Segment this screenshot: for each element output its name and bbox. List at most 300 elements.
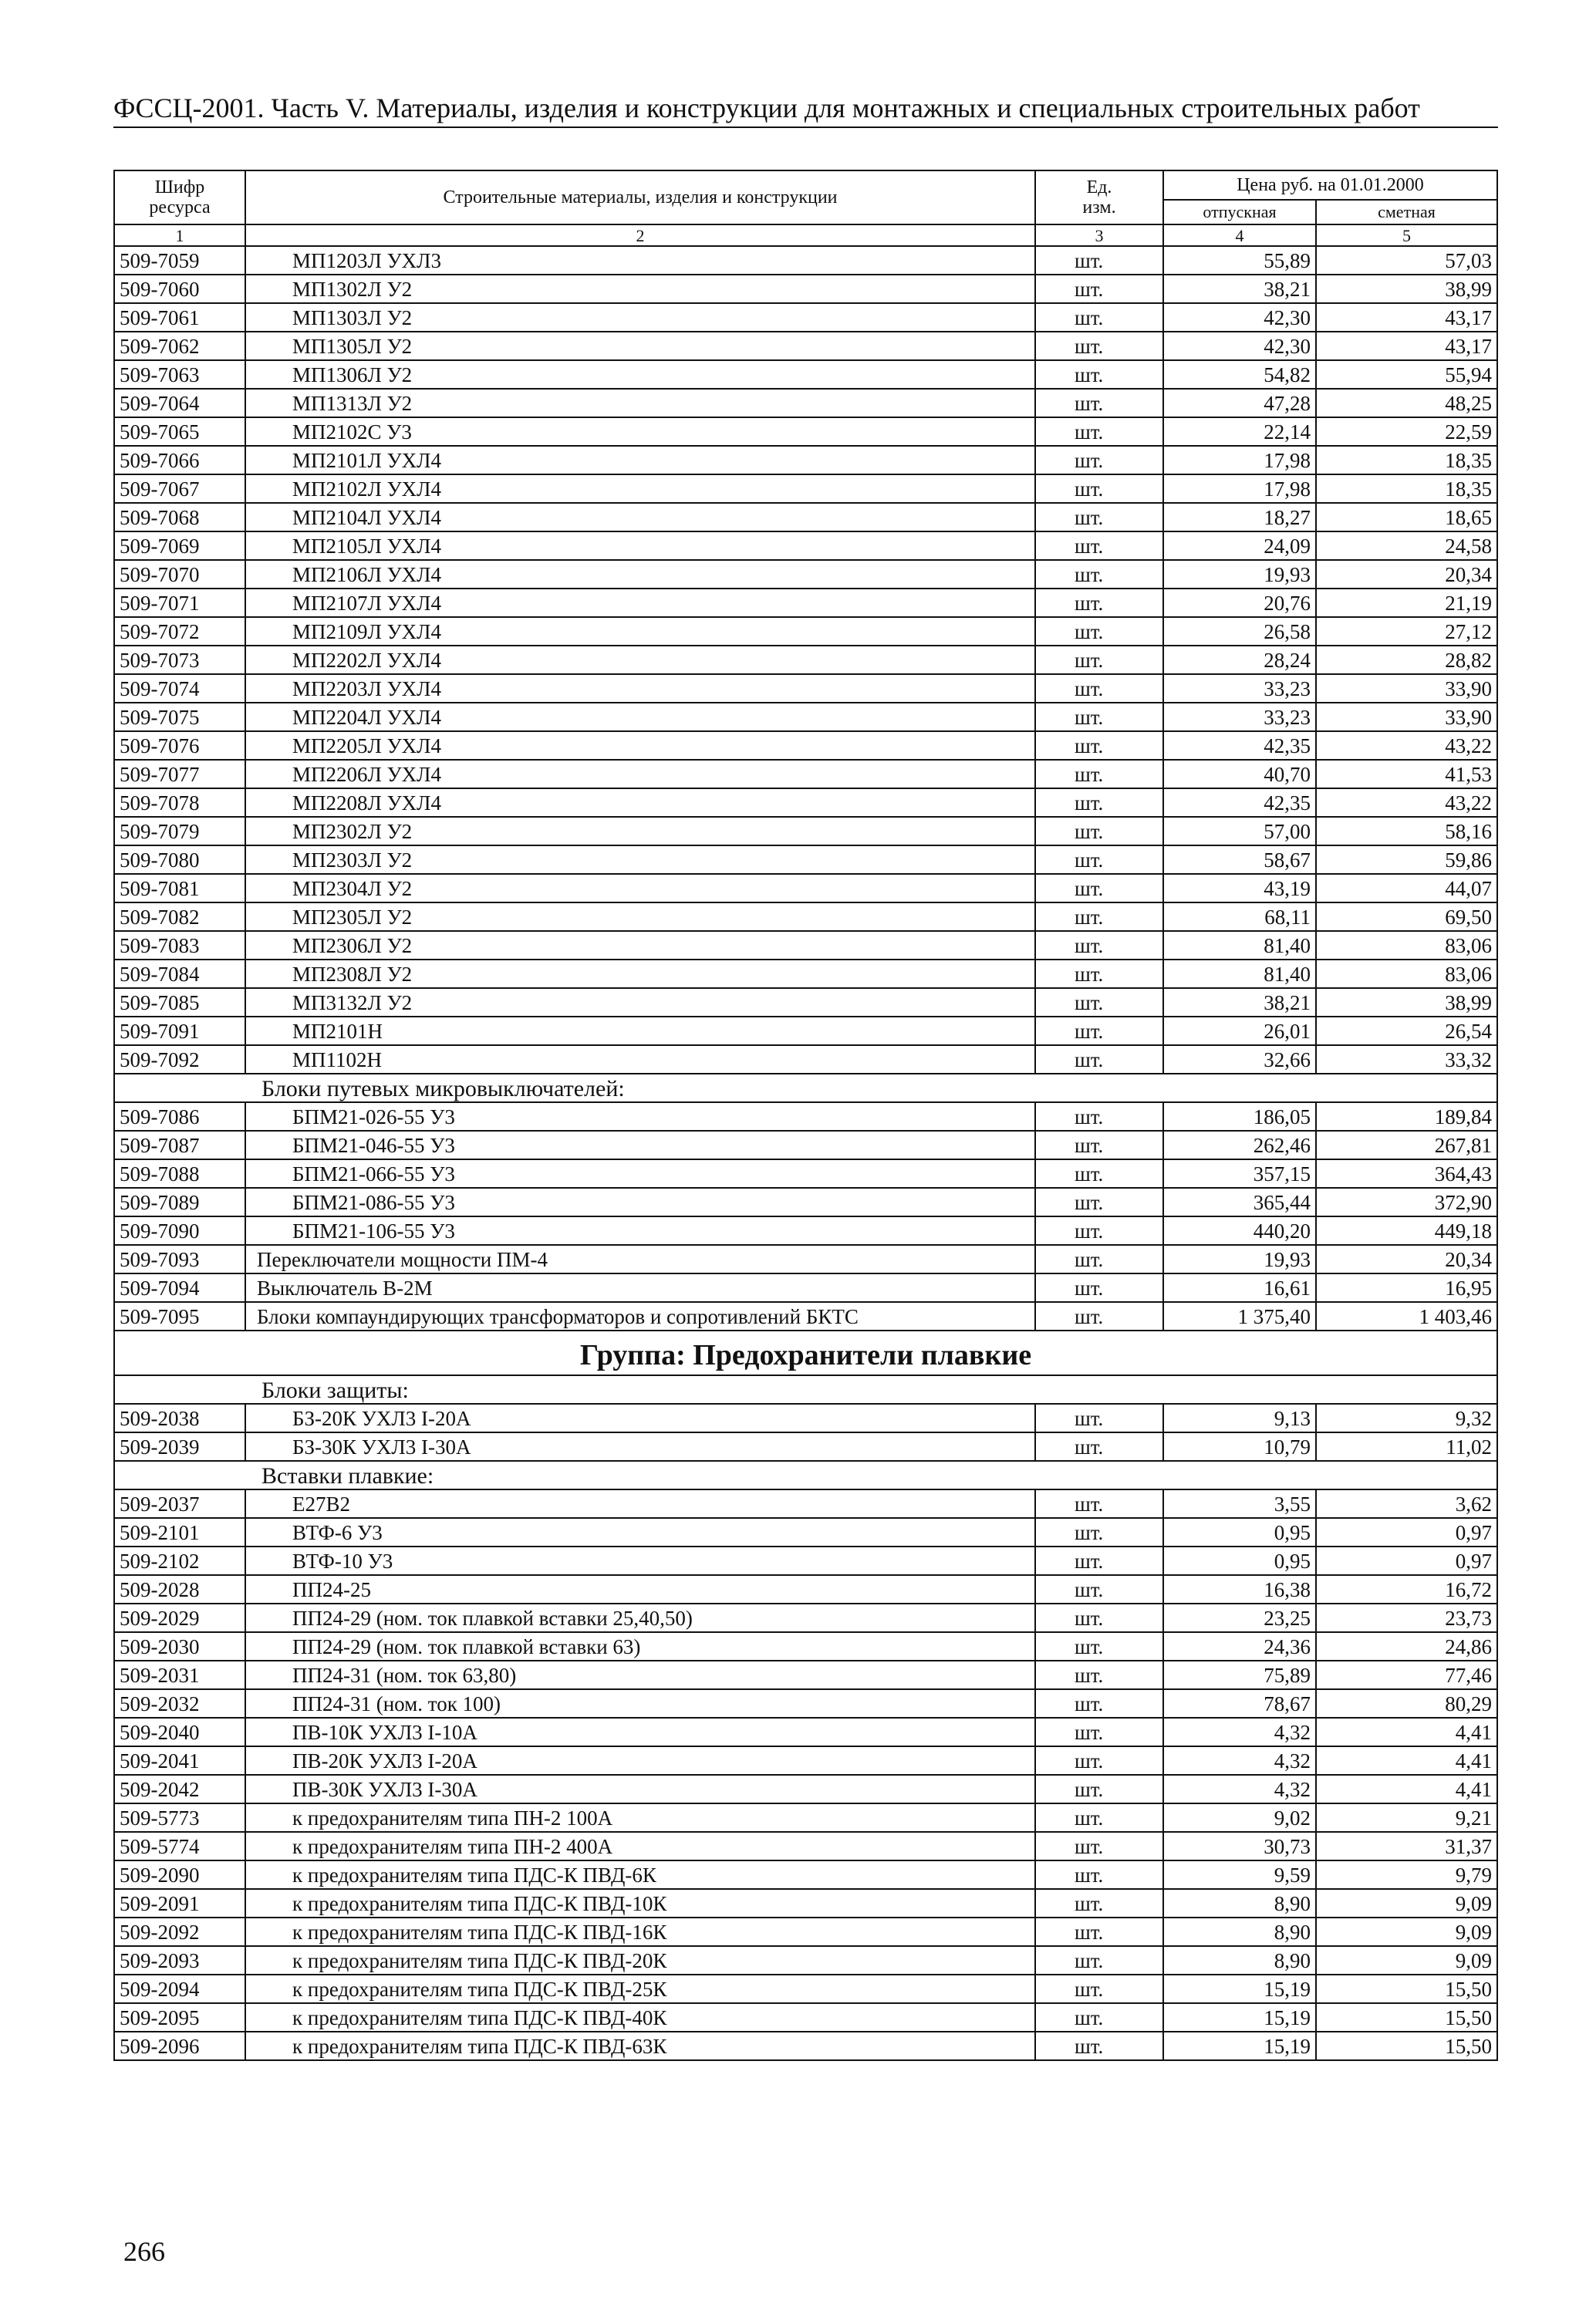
release-price-cell: 38,21 (1163, 275, 1316, 303)
release-price-cell: 19,93 (1163, 560, 1316, 589)
resource-code-cell: 509-7077 (114, 760, 245, 788)
release-price-cell: 0,95 (1163, 1518, 1316, 1547)
release-price-cell: 57,00 (1163, 817, 1316, 845)
estimate-price-cell: 22,59 (1316, 417, 1497, 446)
table-row (114, 874, 1497, 902)
price-table (113, 170, 1498, 2061)
resource-code-cell: 509-7080 (114, 845, 245, 874)
estimate-price-cell: 0,97 (1316, 1518, 1497, 1547)
unit-cell: шт. (1035, 1017, 1163, 1045)
table-row (114, 1045, 1497, 1074)
estimate-price-cell: 24,58 (1316, 531, 1497, 560)
unit-cell: шт. (1035, 1946, 1163, 1975)
release-price-cell: 18,27 (1163, 503, 1316, 531)
table-row (114, 1832, 1497, 1860)
release-price-cell: 4,32 (1163, 1718, 1316, 1746)
resource-code-cell: 509-7072 (114, 617, 245, 646)
release-price-cell: 28,24 (1163, 646, 1316, 674)
table-row (114, 360, 1497, 389)
table-row (114, 2003, 1497, 2032)
unit-cell: шт. (1035, 275, 1163, 303)
estimate-price-cell: 21,19 (1316, 589, 1497, 617)
resource-code-cell: 509-7065 (114, 417, 245, 446)
resource-code-cell: 509-7060 (114, 275, 245, 303)
resource-code-cell: 509-2092 (114, 1918, 245, 1946)
table-row (114, 1216, 1497, 1245)
unit-cell: шт. (1035, 1547, 1163, 1575)
resource-code-cell: 509-5774 (114, 1832, 245, 1860)
resource-code-cell: 509-7064 (114, 389, 245, 417)
unit-cell: шт. (1035, 988, 1163, 1017)
resource-code-cell: 509-2102 (114, 1547, 245, 1575)
unit-cell: шт. (1035, 817, 1163, 845)
resource-code-cell: 509-2101 (114, 1518, 245, 1547)
estimate-price-cell: 4,41 (1316, 1746, 1497, 1775)
unit-cell: шт. (1035, 1775, 1163, 1803)
material-name-cell: БПМ21-026-55 У3 (245, 1102, 1035, 1131)
table-row (114, 902, 1497, 931)
resource-code-cell: 509-7084 (114, 960, 245, 988)
estimate-price-cell: 9,32 (1316, 1404, 1497, 1432)
section-header-row (114, 1074, 1497, 1102)
unit-cell: шт. (1035, 731, 1163, 760)
release-price-cell: 17,98 (1163, 446, 1316, 474)
table-row (114, 817, 1497, 845)
table-row (114, 1746, 1497, 1775)
release-price-cell: 43,19 (1163, 874, 1316, 902)
estimate-price-cell: 43,22 (1316, 731, 1497, 760)
resource-code-cell: 509-2095 (114, 2003, 245, 2032)
resource-code-cell: 509-2032 (114, 1689, 245, 1718)
resource-code-cell: 509-7091 (114, 1017, 245, 1045)
resource-code-cell: 509-7063 (114, 360, 245, 389)
section-header-row (114, 1375, 1497, 1404)
unit-cell: шт. (1035, 2032, 1163, 2060)
estimate-price-cell: 83,06 (1316, 931, 1497, 960)
material-name-cell: БПМ21-066-55 У3 (245, 1159, 1035, 1188)
resource-code-cell: 509-7066 (114, 446, 245, 474)
material-name-cell: МП2102Л УХЛ4 (245, 474, 1035, 503)
estimate-price-cell: 11,02 (1316, 1432, 1497, 1461)
resource-code-cell: 509-7075 (114, 703, 245, 731)
column-header-price: Цена руб. на 01.01.2000 (1163, 170, 1497, 200)
unit-cell: шт. (1035, 474, 1163, 503)
unit-cell: шт. (1035, 960, 1163, 988)
resource-code-cell: 509-7061 (114, 303, 245, 332)
unit-cell: шт. (1035, 845, 1163, 874)
estimate-price-cell: 77,46 (1316, 1661, 1497, 1689)
estimate-price-cell: 0,97 (1316, 1547, 1497, 1575)
release-price-cell: 24,09 (1163, 531, 1316, 560)
estimate-price-cell: 83,06 (1316, 960, 1497, 988)
table-row (114, 931, 1497, 960)
estimate-price-cell: 20,34 (1316, 560, 1497, 589)
material-name-cell: БЗ-20К УХЛ3 I-20А (245, 1404, 1035, 1432)
release-price-cell: 16,61 (1163, 1273, 1316, 1302)
material-name-cell: МП2102С У3 (245, 417, 1035, 446)
release-price-cell: 4,32 (1163, 1746, 1316, 1775)
table-row (114, 760, 1497, 788)
unit-cell: шт. (1035, 1632, 1163, 1661)
page-number: 266 (123, 2236, 165, 2267)
estimate-price-cell: 58,16 (1316, 817, 1497, 845)
estimate-price-cell: 4,41 (1316, 1718, 1497, 1746)
column-number: 4 (1163, 224, 1316, 246)
unit-cell: шт. (1035, 1746, 1163, 1775)
estimate-price-cell: 57,03 (1316, 246, 1497, 275)
section-title: Блоки путевых микровыключателей: (114, 1074, 1497, 1102)
release-price-cell: 9,02 (1163, 1803, 1316, 1832)
material-name-cell: ПП24-31 (ном. ток 63,80) (245, 1661, 1035, 1689)
release-price-cell: 19,93 (1163, 1245, 1316, 1273)
estimate-price-cell: 9,21 (1316, 1803, 1497, 1832)
unit-cell: шт. (1035, 1273, 1163, 1302)
unit-cell: шт. (1035, 1245, 1163, 1273)
estimate-price-cell: 33,32 (1316, 1045, 1497, 1074)
release-price-cell: 3,55 (1163, 1489, 1316, 1518)
unit-cell: шт. (1035, 1718, 1163, 1746)
page-header-title: ФССЦ-2001. Часть V. Материалы, изделия и конструкции для монтажных и специальных строительных работ (113, 91, 1498, 128)
resource-code-cell: 509-7090 (114, 1216, 245, 1245)
estimate-price-cell: 31,37 (1316, 1832, 1497, 1860)
material-name-cell: МП2101Л УХЛ4 (245, 446, 1035, 474)
resource-code-cell: 509-7083 (114, 931, 245, 960)
unit-cell: шт. (1035, 246, 1163, 275)
unit-cell: шт. (1035, 1489, 1163, 1518)
material-name-cell: Переключатели мощности ПМ-4 (245, 1245, 1035, 1273)
table-row (114, 1159, 1497, 1188)
material-name-cell: МП2305Л У2 (245, 902, 1035, 931)
material-name-cell: МП2206Л УХЛ4 (245, 760, 1035, 788)
resource-code-cell: 509-7085 (114, 988, 245, 1017)
release-price-cell: 262,46 (1163, 1131, 1316, 1159)
release-price-cell: 55,89 (1163, 246, 1316, 275)
resource-code-cell: 509-7087 (114, 1131, 245, 1159)
release-price-cell: 15,19 (1163, 1975, 1316, 2003)
section-title: Вставки плавкие: (114, 1461, 1497, 1489)
unit-cell: шт. (1035, 1404, 1163, 1432)
estimate-price-cell: 15,50 (1316, 2003, 1497, 2032)
unit-cell: шт. (1035, 1518, 1163, 1547)
release-price-cell: 17,98 (1163, 474, 1316, 503)
resource-code-cell: 509-7086 (114, 1102, 245, 1131)
resource-code-cell: 509-7095 (114, 1302, 245, 1331)
release-price-cell: 58,67 (1163, 845, 1316, 874)
material-name-cell: МП2104Л УХЛ4 (245, 503, 1035, 531)
column-header-name: Строительные материалы, изделия и конструкции (245, 170, 1035, 224)
column-number: 3 (1035, 224, 1163, 246)
unit-cell: шт. (1035, 1575, 1163, 1604)
table-row (114, 1102, 1497, 1131)
release-price-cell: 4,32 (1163, 1775, 1316, 1803)
release-price-cell: 81,40 (1163, 960, 1316, 988)
unit-cell: шт. (1035, 360, 1163, 389)
estimate-price-cell: 15,50 (1316, 1975, 1497, 2003)
estimate-price-cell: 18,65 (1316, 503, 1497, 531)
material-name-cell: ПП24-31 (ном. ток 100) (245, 1689, 1035, 1718)
material-name-cell: к предохранителям типа ПДС-К ПВД-40К (245, 2003, 1035, 2032)
table-row (114, 731, 1497, 760)
unit-cell: шт. (1035, 646, 1163, 674)
release-price-cell: 16,38 (1163, 1575, 1316, 1604)
table-row (114, 1632, 1497, 1661)
unit-cell: шт. (1035, 1918, 1163, 1946)
unit-cell: шт. (1035, 531, 1163, 560)
release-price-cell: 8,90 (1163, 1946, 1316, 1975)
estimate-price-cell: 3,62 (1316, 1489, 1497, 1518)
resource-code-cell: 509-7059 (114, 246, 245, 275)
material-name-cell: БПМ21-046-55 У3 (245, 1131, 1035, 1159)
estimate-price-cell: 23,73 (1316, 1604, 1497, 1632)
table-row (114, 560, 1497, 589)
material-name-cell: БЗ-30К УХЛ3 I-30А (245, 1432, 1035, 1461)
material-name-cell: ВТФ-10 У3 (245, 1547, 1035, 1575)
material-name-cell: МП2204Л УХЛ4 (245, 703, 1035, 731)
table-body (114, 246, 1497, 2060)
material-name-cell: к предохранителям типа ПН-2 100А (245, 1803, 1035, 1832)
table-row (114, 1718, 1497, 1746)
unit-cell: шт. (1035, 1661, 1163, 1689)
table-row (114, 1575, 1497, 1604)
material-name-cell: МП1313Л У2 (245, 389, 1035, 417)
resource-code-cell: 509-7068 (114, 503, 245, 531)
material-name-cell: Выключатель В-2М (245, 1273, 1035, 1302)
estimate-price-cell: 16,95 (1316, 1273, 1497, 1302)
material-name-cell: к предохранителям типа ПДС-К ПВД-6К (245, 1860, 1035, 1889)
material-name-cell: МП1203Л УХЛ3 (245, 246, 1035, 275)
unit-cell: шт. (1035, 503, 1163, 531)
unit-cell: шт. (1035, 332, 1163, 360)
estimate-price-cell: 55,94 (1316, 360, 1497, 389)
release-price-cell: 186,05 (1163, 1102, 1316, 1131)
resource-code-cell: 509-2029 (114, 1604, 245, 1632)
unit-cell: шт. (1035, 303, 1163, 332)
resource-code-cell: 509-7081 (114, 874, 245, 902)
material-name-cell: МП2107Л УХЛ4 (245, 589, 1035, 617)
table-row (114, 646, 1497, 674)
column-header-code: Шифр ресурса (114, 170, 245, 224)
release-price-cell: 8,90 (1163, 1918, 1316, 1946)
table-row (114, 674, 1497, 703)
release-price-cell: 33,23 (1163, 703, 1316, 731)
release-price-cell: 42,30 (1163, 332, 1316, 360)
estimate-price-cell: 15,50 (1316, 2032, 1497, 2060)
estimate-price-cell: 38,99 (1316, 275, 1497, 303)
material-name-cell: МП2105Л УХЛ4 (245, 531, 1035, 560)
material-name-cell: ПВ-30К УХЛ3 I-30А (245, 1775, 1035, 1803)
column-number: 5 (1316, 224, 1497, 246)
table-row (114, 788, 1497, 817)
table-row (114, 988, 1497, 1017)
resource-code-cell: 509-7094 (114, 1273, 245, 1302)
table-row (114, 1518, 1497, 1547)
table-row (114, 1489, 1497, 1518)
table-row (114, 1604, 1497, 1632)
material-name-cell: МП2101Н (245, 1017, 1035, 1045)
group-title: Группа: Предохранители плавкие (114, 1331, 1497, 1375)
estimate-price-cell: 9,09 (1316, 1889, 1497, 1918)
estimate-price-cell: 16,72 (1316, 1575, 1497, 1604)
resource-code-cell: 509-2040 (114, 1718, 245, 1746)
unit-cell: шт. (1035, 1889, 1163, 1918)
resource-code-cell: 509-2093 (114, 1946, 245, 1975)
estimate-price-cell: 189,84 (1316, 1102, 1497, 1131)
resource-code-cell: 509-2041 (114, 1746, 245, 1775)
unit-cell: шт. (1035, 560, 1163, 589)
estimate-price-cell: 69,50 (1316, 902, 1497, 931)
unit-cell: шт. (1035, 1302, 1163, 1331)
table-row (114, 1188, 1497, 1216)
table-row (114, 1302, 1497, 1331)
resource-code-cell: 509-7088 (114, 1159, 245, 1188)
unit-cell: шт. (1035, 1432, 1163, 1461)
column-number-row (114, 224, 1497, 246)
unit-cell: шт. (1035, 703, 1163, 731)
resource-code-cell: 509-7082 (114, 902, 245, 931)
release-price-cell: 78,67 (1163, 1689, 1316, 1718)
estimate-price-cell: 18,35 (1316, 446, 1497, 474)
unit-cell: шт. (1035, 446, 1163, 474)
material-name-cell: ПП24-25 (245, 1575, 1035, 1604)
column-number: 2 (245, 224, 1035, 246)
release-price-cell: 42,35 (1163, 788, 1316, 817)
table-row (114, 503, 1497, 531)
unit-cell: шт. (1035, 1689, 1163, 1718)
resource-code-cell: 509-5773 (114, 1803, 245, 1832)
table-row (114, 589, 1497, 617)
material-name-cell: МП1306Л У2 (245, 360, 1035, 389)
material-name-cell: к предохранителям типа ПДС-К ПВД-20К (245, 1946, 1035, 1975)
material-name-cell: МП2208Л УХЛ4 (245, 788, 1035, 817)
estimate-price-cell: 372,90 (1316, 1188, 1497, 1216)
unit-cell: шт. (1035, 1188, 1163, 1216)
material-name-cell: МП2306Л У2 (245, 931, 1035, 960)
resource-code-cell: 509-7078 (114, 788, 245, 817)
material-name-cell: к предохранителям типа ПДС-К ПВД-63К (245, 2032, 1035, 2060)
table-row (114, 275, 1497, 303)
material-name-cell: МП1102Н (245, 1045, 1035, 1074)
material-name-cell: МП2205Л УХЛ4 (245, 731, 1035, 760)
release-price-cell: 68,11 (1163, 902, 1316, 931)
release-price-cell: 26,58 (1163, 617, 1316, 646)
unit-cell: шт. (1035, 902, 1163, 931)
release-price-cell: 1 375,40 (1163, 1302, 1316, 1331)
resource-code-cell: 509-2042 (114, 1775, 245, 1803)
resource-code-cell: 509-2090 (114, 1860, 245, 1889)
resource-code-cell: 509-2096 (114, 2032, 245, 2060)
unit-cell: шт. (1035, 788, 1163, 817)
resource-code-cell: 509-7093 (114, 1245, 245, 1273)
unit-cell: шт. (1035, 1604, 1163, 1632)
estimate-price-cell: 9,79 (1316, 1860, 1497, 1889)
estimate-price-cell: 33,90 (1316, 703, 1497, 731)
table-row (114, 960, 1497, 988)
estimate-price-cell: 41,53 (1316, 760, 1497, 788)
table-row (114, 1918, 1497, 1946)
table-row (114, 1889, 1497, 1918)
material-name-cell: МП2304Л У2 (245, 874, 1035, 902)
unit-cell: шт. (1035, 931, 1163, 960)
table-row (114, 845, 1497, 874)
unit-cell: шт. (1035, 2003, 1163, 2032)
table-row (114, 474, 1497, 503)
table-row (114, 1860, 1497, 1889)
table-row (114, 1946, 1497, 1975)
table-row (114, 1131, 1497, 1159)
release-price-cell: 42,30 (1163, 303, 1316, 332)
unit-cell: шт. (1035, 1159, 1163, 1188)
estimate-price-cell: 267,81 (1316, 1131, 1497, 1159)
table-row (114, 1689, 1497, 1718)
resource-code-cell: 509-7089 (114, 1188, 245, 1216)
release-price-cell: 42,35 (1163, 731, 1316, 760)
resource-code-cell: 509-2031 (114, 1661, 245, 1689)
release-price-cell: 0,95 (1163, 1547, 1316, 1575)
table-row (114, 1404, 1497, 1432)
release-price-cell: 10,79 (1163, 1432, 1316, 1461)
table-row (114, 246, 1497, 275)
release-price-cell: 30,73 (1163, 1832, 1316, 1860)
estimate-price-cell: 44,07 (1316, 874, 1497, 902)
unit-cell: шт. (1035, 417, 1163, 446)
table-row (114, 1017, 1497, 1045)
section-title: Блоки защиты: (114, 1375, 1497, 1404)
estimate-price-cell: 43,17 (1316, 303, 1497, 332)
release-price-cell: 15,19 (1163, 2003, 1316, 2032)
column-number: 1 (114, 224, 245, 246)
release-price-cell: 23,25 (1163, 1604, 1316, 1632)
unit-cell: шт. (1035, 1102, 1163, 1131)
estimate-price-cell: 33,90 (1316, 674, 1497, 703)
table-row (114, 703, 1497, 731)
material-name-cell: МП2303Л У2 (245, 845, 1035, 874)
material-name-cell: ПВ-10К УХЛ3 I-10А (245, 1718, 1035, 1746)
material-name-cell: МП2109Л УХЛ4 (245, 617, 1035, 646)
release-price-cell: 75,89 (1163, 1661, 1316, 1689)
table-row (114, 446, 1497, 474)
material-name-cell: БПМ21-106-55 У3 (245, 1216, 1035, 1245)
release-price-cell: 9,13 (1163, 1404, 1316, 1432)
resource-code-cell: 509-7070 (114, 560, 245, 589)
unit-cell: шт. (1035, 674, 1163, 703)
release-price-cell: 24,36 (1163, 1632, 1316, 1661)
material-name-cell: МП2202Л УХЛ4 (245, 646, 1035, 674)
release-price-cell: 22,14 (1163, 417, 1316, 446)
release-price-cell: 47,28 (1163, 389, 1316, 417)
resource-code-cell: 509-7067 (114, 474, 245, 503)
release-price-cell: 15,19 (1163, 2032, 1316, 2060)
resource-code-cell: 509-7076 (114, 731, 245, 760)
material-name-cell: БПМ21-086-55 У3 (245, 1188, 1035, 1216)
resource-code-cell: 509-7071 (114, 589, 245, 617)
estimate-price-cell: 9,09 (1316, 1946, 1497, 1975)
table-row (114, 1245, 1497, 1273)
unit-cell: шт. (1035, 760, 1163, 788)
resource-code-cell: 509-7092 (114, 1045, 245, 1074)
table-row (114, 617, 1497, 646)
resource-code-cell: 509-2091 (114, 1889, 245, 1918)
release-price-cell: 32,66 (1163, 1045, 1316, 1074)
material-name-cell: МП3132Л У2 (245, 988, 1035, 1017)
resource-code-cell: 509-7069 (114, 531, 245, 560)
estimate-price-cell: 48,25 (1316, 389, 1497, 417)
material-name-cell: МП1303Л У2 (245, 303, 1035, 332)
unit-cell: шт. (1035, 1832, 1163, 1860)
table-row (114, 1661, 1497, 1689)
resource-code-cell: 509-7079 (114, 817, 245, 845)
table-row (114, 332, 1497, 360)
material-name-cell: Е27В2 (245, 1489, 1035, 1518)
